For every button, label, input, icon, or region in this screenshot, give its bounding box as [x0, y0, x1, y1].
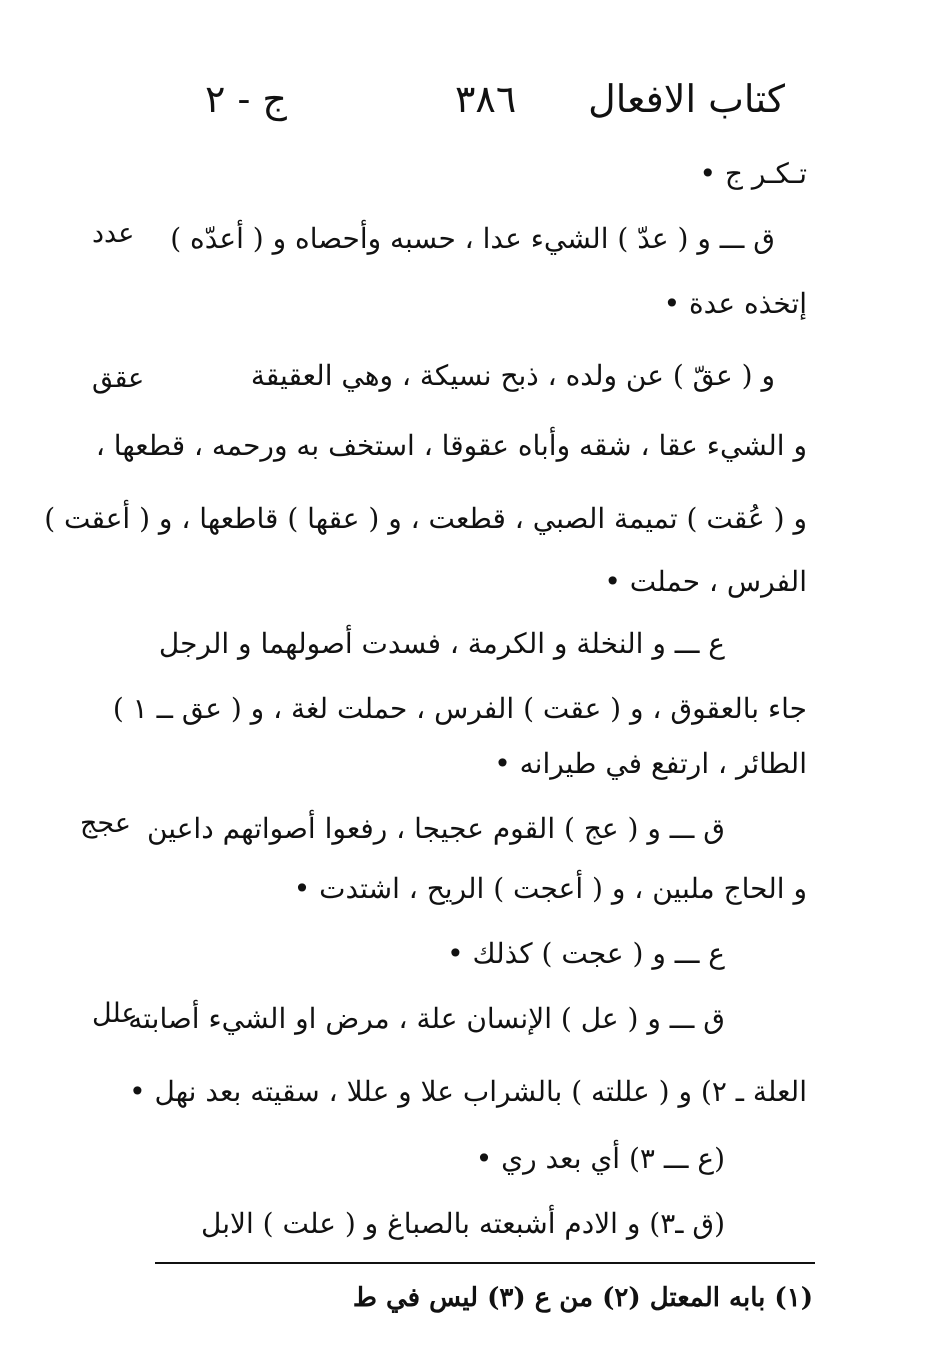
text-line: (ق ـ٣) و الادم أشبعته بالصباغ و ( علت ) الابل: [201, 1207, 725, 1240]
text-line: و الشيء عقا ، شقه وأباه عقوقا ، استخف به ورحمه ، قطعها ،: [95, 429, 807, 462]
text-line: الفرس ، حملت •: [604, 565, 807, 598]
text-line: العلة ـ ٢) و ( عللته ) بالشراب علا و عللا ، سقيته بعد نهل •: [129, 1075, 807, 1108]
margin-entry-root: عجج: [80, 808, 131, 839]
text-line: تـكـر ج •: [699, 157, 807, 190]
text-line: جاء بالعقوق ، و ( عقت ) الفرس ، حملت لغة ، و ( عق ــ ١ ): [112, 692, 807, 725]
text-line: ق ـــ و ( عدّ ) الشيء عدا ، حسبه وأحصاه و ( أعدّه ): [170, 222, 775, 255]
text-line: ع ـــ و ( عجت ) كذلك •: [447, 937, 725, 970]
margin-entry-root: عدد: [92, 218, 135, 249]
text-line: و ( عُقت ) تميمة الصبي ، قطعت ، و ( عقها ) قاطعها ، و ( أعقت ): [44, 502, 807, 535]
page-number: ٣٨٦: [455, 77, 517, 121]
text-line: ع ـــ و النخلة و الكرمة ، فسدت أصولهما و الرجل: [158, 627, 725, 660]
footnote-divider: [155, 1262, 815, 1264]
text-line: ق ـــ و ( عل ) الإنسان علة ، مرض او الشيء أصابته: [128, 1002, 725, 1035]
text-line: ق ـــ و ( عج ) القوم عجيجا ، رفعوا أصواتهم داعين: [146, 812, 725, 845]
margin-entry-root: علل: [92, 998, 138, 1029]
text-line: الطائر ، ارتفع في طيرانه •: [494, 747, 807, 780]
text-line: إتخذه عدة •: [663, 287, 807, 320]
text-line: (ع ـــ ٣) أي بعد ري •: [475, 1142, 725, 1175]
volume-label: ج - ٢: [205, 77, 287, 121]
text-line: و الحاج ملبين ، و ( أعجت ) الريح ، اشتدت •: [293, 872, 807, 905]
footnote: (١) بابه المعتل (٢) من ع (٣) ليس في ط: [352, 1283, 813, 1313]
text-line: و ( عقّ ) عن ولده ، ذبح نسيكة ، وهي العقيقة: [250, 359, 775, 392]
book-title: كتاب الافعال: [588, 77, 785, 121]
margin-entry-root: عقق: [92, 363, 145, 394]
